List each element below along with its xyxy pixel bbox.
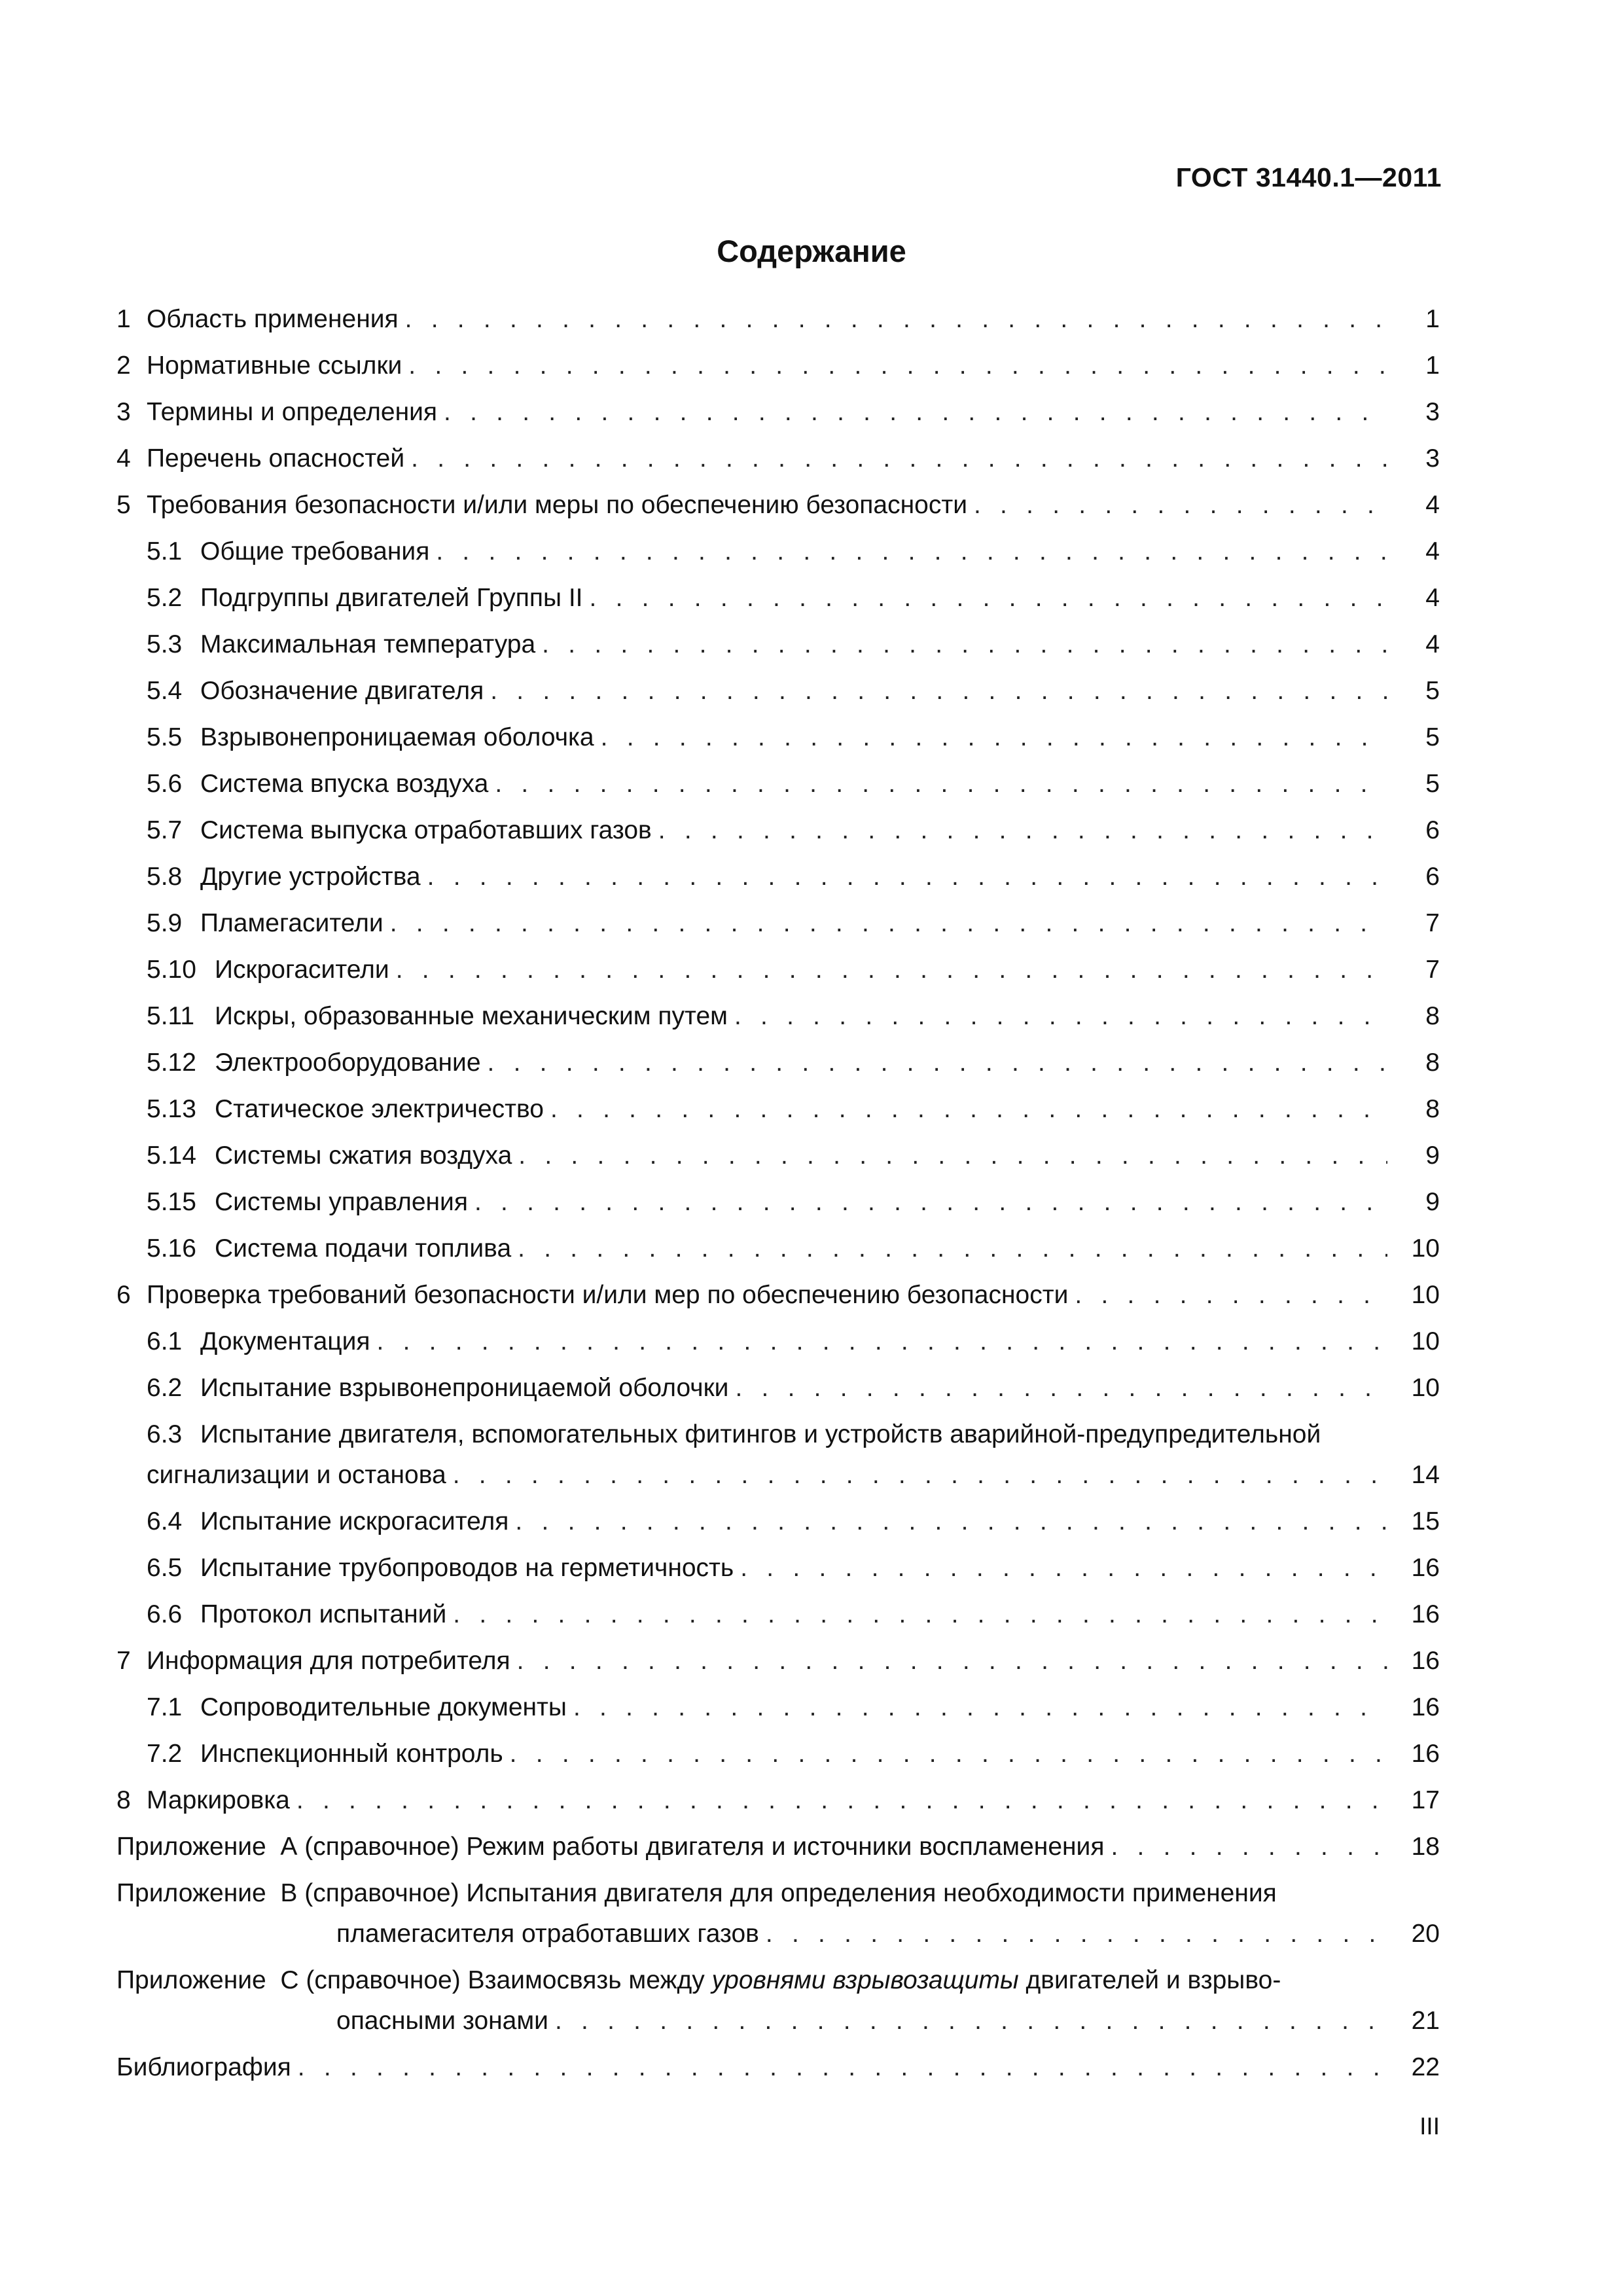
toc-entry-6-2[interactable]: 6.2 Испытание взрывонепроницаемой оболочки . . . 10 bbox=[116, 1372, 1440, 1404]
toc-entry-5-6[interactable]: 5.6 Система впуска воздуха . . . 5 bbox=[116, 768, 1440, 800]
toc-entry-bibliography[interactable]: Библиография . . . 22 bbox=[116, 2052, 1440, 2083]
toc-entry-2[interactable]: 2 Нормативные ссылки . . . 1 bbox=[116, 350, 1440, 382]
toc-entry-5-13[interactable]: 5.13 Статическое электричество . . . 8 bbox=[116, 1094, 1440, 1125]
toc-entry-5-7[interactable]: 5.7 Система выпуска отработавших газов . . . 6 bbox=[116, 815, 1440, 846]
table-of-contents bbox=[116, 304, 1440, 2098]
toc-entry-appendix-b[interactable]: Приложение В (справочное) Испытания двигателя для определения необходимости применения пламегасителя отработавших газов . . . 20 bbox=[116, 1878, 1440, 1950]
toc-entry-5-5[interactable]: 5.5 Взрывонепроницаемая оболочка . . . 5 bbox=[116, 722, 1440, 753]
toc-entry-5-9[interactable]: 5.9 Пламегасители . . . 7 bbox=[116, 908, 1440, 939]
page-number: III bbox=[1419, 2113, 1440, 2140]
toc-entry-4[interactable]: 4 Перечень опасностей . . . 3 bbox=[116, 443, 1440, 475]
toc-entry-appendix-c[interactable]: Приложение С (справочное) Взаимосвязь между уровнями взрывозащиты двигателей и взрыво- опасными зонами . . . 21 bbox=[116, 1965, 1440, 2037]
document-number-header: ГОСТ 31440.1—2011 bbox=[1175, 162, 1442, 192]
toc-entry-7-1[interactable]: 7.1 Сопроводительные документы . . . 16 bbox=[116, 1692, 1440, 1723]
toc-entry-5-16[interactable]: 5.16 Система подачи топлива . . . 10 bbox=[116, 1233, 1440, 1265]
toc-entry-6-3[interactable]: 6.3 Испытание двигателя, вспомогательных фитингов и устройств аварийной-предупредительной сигнализации и останова . . . 14 bbox=[116, 1419, 1440, 1491]
toc-entry-6-1[interactable]: 6.1 Документация . . . 10 bbox=[116, 1326, 1440, 1357]
toc-entry-appendix-a[interactable]: Приложение А (справочное) Режим работы двигателя и источники воспламенения . . . 18 bbox=[116, 1831, 1440, 1863]
toc-entry-5-12[interactable]: 5.12 Электрооборудование . . . 8 bbox=[116, 1047, 1440, 1079]
toc-entry-6-6[interactable]: 6.6 Протокол испытаний . . . 16 bbox=[116, 1599, 1440, 1630]
toc-entry-5-15[interactable]: 5.15 Системы управления . . . 9 bbox=[116, 1187, 1440, 1218]
toc-entry-5-11[interactable]: 5.11 Искры, образованные механическим путем . . . 8 bbox=[116, 1001, 1440, 1032]
toc-entry-6-5[interactable]: 6.5 Испытание трубопроводов на герметичность . . . 16 bbox=[116, 1552, 1440, 1584]
toc-entry-5-10[interactable]: 5.10 Искрогасители . . . 7 bbox=[116, 954, 1440, 986]
toc-entry-5-8[interactable]: 5.8 Другие устройства . . . 6 bbox=[116, 861, 1440, 893]
toc-entry-5[interactable]: 5 Требования безопасности и/или меры по обеспечению безопасности . . . 4 bbox=[116, 490, 1440, 521]
toc-entry-5-2[interactable]: 5.2 Подгруппы двигателей Группы II . . . 4 bbox=[116, 583, 1440, 614]
toc-entry-6-4[interactable]: 6.4 Испытание искрогасителя . . . 15 bbox=[116, 1506, 1440, 1537]
toc-entry-5-14[interactable]: 5.14 Системы сжатия воздуха . . . 9 bbox=[116, 1140, 1440, 1172]
toc-entry-3[interactable]: 3 Термины и определения . . . 3 bbox=[116, 397, 1440, 428]
toc-entry-5-1[interactable]: 5.1 Общие требования . . . 4 bbox=[116, 536, 1440, 567]
toc-entry-1[interactable]: 1 Область применения . . . 1 bbox=[116, 304, 1440, 335]
toc-entry-8[interactable]: 8 Маркировка . . . 17 bbox=[116, 1785, 1440, 1816]
toc-entry-7-2[interactable]: 7.2 Инспекционный контроль . . . 16 bbox=[116, 1738, 1440, 1770]
toc-entry-5-3[interactable]: 5.3 Максимальная температура . . . 4 bbox=[116, 629, 1440, 660]
toc-title: Содержание bbox=[717, 234, 906, 268]
toc-entry-7[interactable]: 7 Информация для потребителя . . . 16 bbox=[116, 1645, 1440, 1677]
toc-entry-5-4[interactable]: 5.4 Обозначение двигателя . . . 5 bbox=[116, 675, 1440, 707]
toc-entry-6[interactable]: 6 Проверка требований безопасности и/или мер по обеспечению безопасности . . . 10 bbox=[116, 1280, 1440, 1311]
